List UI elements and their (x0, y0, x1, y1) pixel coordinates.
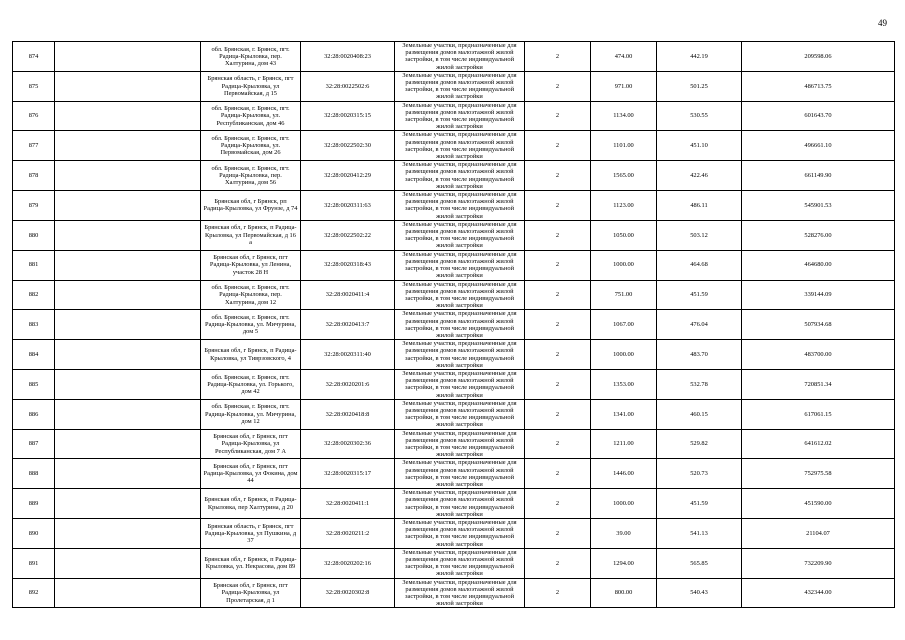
cell-num: 887 (13, 429, 55, 459)
cell-price: 532.78 (657, 369, 742, 399)
cell-purpose: Земельные участки, предназначенные для размещения домов малоэтажной жилой застройки, в том числе индивидуальной жилой застройки (395, 548, 525, 578)
cell-price: 460.15 (657, 399, 742, 429)
cell-value: 451590.00 (742, 489, 895, 519)
cell-cadastral: 32:28:0020411:4 (301, 280, 395, 310)
cell-purpose: Земельные участки, предназначенные для размещения домов малоэтажной жилой застройки, в том числе индивидуальной жилой застройки (395, 459, 525, 489)
cell-area: 1341.00 (591, 399, 657, 429)
table-row (13, 310, 895, 340)
cell-value: 752975.58 (742, 459, 895, 489)
cell-price: 503.12 (657, 220, 742, 250)
cell-num: 881 (13, 250, 55, 280)
cell-price: 451.10 (657, 131, 742, 161)
cell-price: 483.70 (657, 340, 742, 370)
cell-cadastral: 32:28:0020311:63 (301, 191, 395, 221)
cell-value: 528276.00 (742, 220, 895, 250)
cell-purpose: Земельные участки, предназначенные для размещения домов малоэтажной жилой застройки, в том числе индивидуальной жилой застройки (395, 42, 525, 72)
cell-price: 501.25 (657, 71, 742, 101)
cell-value: 496661.10 (742, 131, 895, 161)
cell-address: Брянская обл, г Брянск, пгт Радица-Крыловка, ул Пролетарская, д 1 (201, 578, 301, 608)
cell-area: 1565.00 (591, 161, 657, 191)
cell-price: 486.11 (657, 191, 742, 221)
cell-address: обл. Брянская, г. Брянск, пгт. Радица-Крыловка, пер. Халтурина, дом 12 (201, 280, 301, 310)
cell-purpose: Земельные участки, предназначенные для размещения домов малоэтажной жилой застройки, в том числе индивидуальной жилой застройки (395, 131, 525, 161)
cell-group: 2 (525, 340, 591, 370)
cell-address: обл. Брянская, г. Брянск, пгт. Радица-Крыловка, ул. Горького, дом 42 (201, 369, 301, 399)
cell-purpose: Земельные участки, предназначенные для размещения домов малоэтажной жилой застройки, в том числе индивидуальной жилой застройки (395, 578, 525, 608)
table-row (13, 220, 895, 250)
cell-empty (55, 220, 201, 250)
cell-empty (55, 280, 201, 310)
cell-value: 617061.15 (742, 399, 895, 429)
cell-num: 879 (13, 191, 55, 221)
cell-value: 486713.75 (742, 71, 895, 101)
cell-empty (55, 161, 201, 191)
cell-purpose: Земельные участки, предназначенные для размещения домов малоэтажной жилой застройки, в том числе индивидуальной жилой застройки (395, 101, 525, 131)
cell-empty (55, 340, 201, 370)
cell-group: 2 (525, 161, 591, 191)
table-row (13, 280, 895, 310)
cell-area: 800.00 (591, 578, 657, 608)
cell-area: 971.00 (591, 71, 657, 101)
cell-value: 732209.90 (742, 548, 895, 578)
cell-group: 2 (525, 399, 591, 429)
table-row (13, 191, 895, 221)
cell-num: 889 (13, 489, 55, 519)
cell-group: 2 (525, 310, 591, 340)
cell-group: 2 (525, 101, 591, 131)
cell-price: 451.59 (657, 280, 742, 310)
cell-num: 885 (13, 369, 55, 399)
table-row (13, 519, 895, 549)
cell-group: 2 (525, 220, 591, 250)
cell-group: 2 (525, 131, 591, 161)
cell-address: Брянская обл, г Брянск, п Радица-Крыловка, пер Халтурина, д 20 (201, 489, 301, 519)
cell-group: 2 (525, 191, 591, 221)
cell-price: 520.73 (657, 459, 742, 489)
cell-area: 1294.00 (591, 548, 657, 578)
cell-num: 888 (13, 459, 55, 489)
cell-num: 878 (13, 161, 55, 191)
cell-value: 21104.07 (742, 519, 895, 549)
cell-area: 1446.00 (591, 459, 657, 489)
cell-address: Брянская обл, г Брянск, пгт Радица-Крыловка, ул Ленина, участок 28 Н (201, 250, 301, 280)
cell-num: 877 (13, 131, 55, 161)
cell-group: 2 (525, 71, 591, 101)
cell-price: 442.19 (657, 42, 742, 72)
land-registry-table (12, 41, 895, 608)
table-row (13, 42, 895, 72)
table-body (13, 42, 895, 608)
cell-address: Брянская обл, г Брянск, п Радица-Крыловка, ул Тиврзовского, 4 (201, 340, 301, 370)
cell-area: 474.00 (591, 42, 657, 72)
page-number: 49 (878, 18, 887, 28)
cell-num: 882 (13, 280, 55, 310)
cell-area: 1050.00 (591, 220, 657, 250)
cell-group: 2 (525, 519, 591, 549)
cell-cadastral: 32:28:0020315:17 (301, 459, 395, 489)
cell-address: Брянская область, г Брянск, пгт Радица-Крыловка, ул Пушкина, д 37 (201, 519, 301, 549)
cell-address: Брянская обл, г Брянск, п Радица-Крыловка, ул. Некрасова, дом 89 (201, 548, 301, 578)
table-row (13, 161, 895, 191)
cell-purpose: Земельные участки, предназначенные для размещения домов малоэтажной жилой застройки, в том числе индивидуальной жилой застройки (395, 161, 525, 191)
cell-purpose: Земельные участки, предназначенные для размещения домов малоэтажной жилой застройки, в том числе индивидуальной жилой застройки (395, 340, 525, 370)
cell-address: обл. Брянская, г. Брянск, пгт. Радица-Крыловка, ул. Мичурина, дом 5 (201, 310, 301, 340)
cell-area: 1134.00 (591, 101, 657, 131)
cell-num: 890 (13, 519, 55, 549)
cell-num: 886 (13, 399, 55, 429)
cell-price: 476.04 (657, 310, 742, 340)
cell-purpose: Земельные участки, предназначенные для размещения домов малоэтажной жилой застройки, в том числе индивидуальной жилой застройки (395, 489, 525, 519)
cell-purpose: Земельные участки, предназначенные для размещения домов малоэтажной жилой застройки, в том числе индивидуальной жилой застройки (395, 71, 525, 101)
cell-cadastral: 32:28:0020311:40 (301, 340, 395, 370)
cell-value: 432344.00 (742, 578, 895, 608)
cell-price: 530.55 (657, 101, 742, 131)
cell-empty (55, 191, 201, 221)
cell-area: 1211.00 (591, 429, 657, 459)
cell-price: 464.68 (657, 250, 742, 280)
cell-address: обл. Брянская, г. Брянск, пгт. Радица-Крыловка, пер. Халтурина, дом 56 (201, 161, 301, 191)
cell-price: 565.85 (657, 548, 742, 578)
cell-value: 661149.90 (742, 161, 895, 191)
cell-area: 1353.00 (591, 369, 657, 399)
cell-area: 1000.00 (591, 340, 657, 370)
cell-value: 601643.70 (742, 101, 895, 131)
cell-area: 1067.00 (591, 310, 657, 340)
cell-purpose: Земельные участки, предназначенные для размещения домов малоэтажной жилой застройки, в том числе индивидуальной жилой застройки (395, 310, 525, 340)
cell-num: 891 (13, 548, 55, 578)
table-row (13, 250, 895, 280)
cell-group: 2 (525, 429, 591, 459)
cell-empty (55, 459, 201, 489)
cell-cadastral: 32:28:0020418:8 (301, 399, 395, 429)
cell-value: 720851.34 (742, 369, 895, 399)
cell-num: 884 (13, 340, 55, 370)
table-row (13, 101, 895, 131)
cell-address: Брянская область, г Брянск, пгт Радица-Крыловка, ул Первомайская, д 15 (201, 71, 301, 101)
cell-cadastral: 32:28:0020413:7 (301, 310, 395, 340)
cell-area: 39.00 (591, 519, 657, 549)
cell-purpose: Земельные участки, предназначенные для размещения домов малоэтажной жилой застройки, в том числе индивидуальной жилой застройки (395, 191, 525, 221)
cell-empty (55, 71, 201, 101)
cell-empty (55, 42, 201, 72)
cell-cadastral: 32:28:0020201:6 (301, 369, 395, 399)
cell-empty (55, 131, 201, 161)
table-row (13, 399, 895, 429)
cell-purpose: Земельные участки, предназначенные для размещения домов малоэтажной жилой застройки, в том числе индивидуальной жилой застройки (395, 220, 525, 250)
cell-value: 507934.68 (742, 310, 895, 340)
cell-empty (55, 250, 201, 280)
cell-group: 2 (525, 489, 591, 519)
cell-empty (55, 101, 201, 131)
cell-cadastral: 32:28:0020302:36 (301, 429, 395, 459)
table-row (13, 578, 895, 608)
cell-area: 751.00 (591, 280, 657, 310)
cell-address: Брянская обл, г Брянск, п Радица-Крыловка, ул Первомайская, д 16 а (201, 220, 301, 250)
cell-num: 892 (13, 578, 55, 608)
cell-purpose: Земельные участки, предназначенные для размещения домов малоэтажной жилой застройки, в том числе индивидуальной жилой застройки (395, 519, 525, 549)
cell-empty (55, 310, 201, 340)
cell-empty (55, 399, 201, 429)
cell-empty (55, 578, 201, 608)
cell-cadastral: 32:28:0020318:43 (301, 250, 395, 280)
cell-price: 540.43 (657, 578, 742, 608)
cell-address: обл. Брянская, г. Брянск, пгт. Радица-Крыловка, ул. Республиканская, дом 46 (201, 101, 301, 131)
cell-group: 2 (525, 578, 591, 608)
cell-value: 209598.06 (742, 42, 895, 72)
cell-purpose: Земельные участки, предназначенные для размещения домов малоэтажной жилой застройки, в том числе индивидуальной жилой застройки (395, 429, 525, 459)
cell-area: 1123.00 (591, 191, 657, 221)
cell-num: 875 (13, 71, 55, 101)
cell-empty (55, 548, 201, 578)
cell-group: 2 (525, 250, 591, 280)
cell-area: 1000.00 (591, 250, 657, 280)
cell-address: Брянская обл, г Брянск, рп Радица-Крыловка, ул Фрунзе, д 74 (201, 191, 301, 221)
table-row (13, 131, 895, 161)
cell-price: 529.82 (657, 429, 742, 459)
cell-empty (55, 489, 201, 519)
cell-address: Брянская обл, г Брянск, пгт Радица-Крыловка, ул Фокина, дом 44 (201, 459, 301, 489)
table-row (13, 459, 895, 489)
cell-price: 422.46 (657, 161, 742, 191)
cell-purpose: Земельные участки, предназначенные для размещения домов малоэтажной жилой застройки, в том числе индивидуальной жилой застройки (395, 280, 525, 310)
cell-value: 339144.09 (742, 280, 895, 310)
cell-address: обл. Брянская, г. Брянск, пгт. Радица-Крыловка, пер. Халтурина, дом 43 (201, 42, 301, 72)
cell-cadastral: 32:28:0022502:6 (301, 71, 395, 101)
cell-value: 641612.02 (742, 429, 895, 459)
cell-group: 2 (525, 459, 591, 489)
cell-empty (55, 429, 201, 459)
cell-cadastral: 32:28:0020408:23 (301, 42, 395, 72)
cell-group: 2 (525, 548, 591, 578)
cell-cadastral: 32:28:0020412:29 (301, 161, 395, 191)
cell-area: 1101.00 (591, 131, 657, 161)
cell-price: 451.59 (657, 489, 742, 519)
cell-empty (55, 519, 201, 549)
cell-value: 483700.00 (742, 340, 895, 370)
cell-cadastral: 32:28:0020315:15 (301, 101, 395, 131)
table-row (13, 548, 895, 578)
cell-cadastral: 32:28:0020202:16 (301, 548, 395, 578)
cell-num: 876 (13, 101, 55, 131)
cell-purpose: Земельные участки, предназначенные для размещения домов малоэтажной жилой застройки, в том числе индивидуальной жилой застройки (395, 250, 525, 280)
table-row (13, 369, 895, 399)
cell-num: 880 (13, 220, 55, 250)
cell-empty (55, 369, 201, 399)
table-row (13, 71, 895, 101)
cell-cadastral: 32:28:0020411:1 (301, 489, 395, 519)
cell-value: 464680.00 (742, 250, 895, 280)
cell-address: обл. Брянская, г. Брянск, пгт. Радица-Крыловка, ул. Первомайская, дом 26 (201, 131, 301, 161)
cell-address: Брянская обл, г Брянск, пгт Радица-Крыловка, ул Республиканская, дом 7 А (201, 429, 301, 459)
cell-area: 1000.00 (591, 489, 657, 519)
cell-group: 2 (525, 280, 591, 310)
cell-cadastral: 32:28:0022502:22 (301, 220, 395, 250)
cell-purpose: Земельные участки, предназначенные для размещения домов малоэтажной жилой застройки, в том числе индивидуальной жилой застройки (395, 369, 525, 399)
cell-group: 2 (525, 42, 591, 72)
cell-cadastral: 32:28:0020211:2 (301, 519, 395, 549)
cell-num: 874 (13, 42, 55, 72)
cell-purpose: Земельные участки, предназначенные для размещения домов малоэтажной жилой застройки, в том числе индивидуальной жилой застройки (395, 399, 525, 429)
cell-price: 541.13 (657, 519, 742, 549)
table-row (13, 489, 895, 519)
cell-cadastral: 32:28:0020302:8 (301, 578, 395, 608)
table-row (13, 429, 895, 459)
cell-group: 2 (525, 369, 591, 399)
cell-address: обл. Брянская, г. Брянск, пгт. Радица-Крыловка, ул. Мичурина, дом 12 (201, 399, 301, 429)
table-row (13, 340, 895, 370)
cell-num: 883 (13, 310, 55, 340)
cell-value: 545901.53 (742, 191, 895, 221)
cell-cadastral: 32:28:0022502:30 (301, 131, 395, 161)
